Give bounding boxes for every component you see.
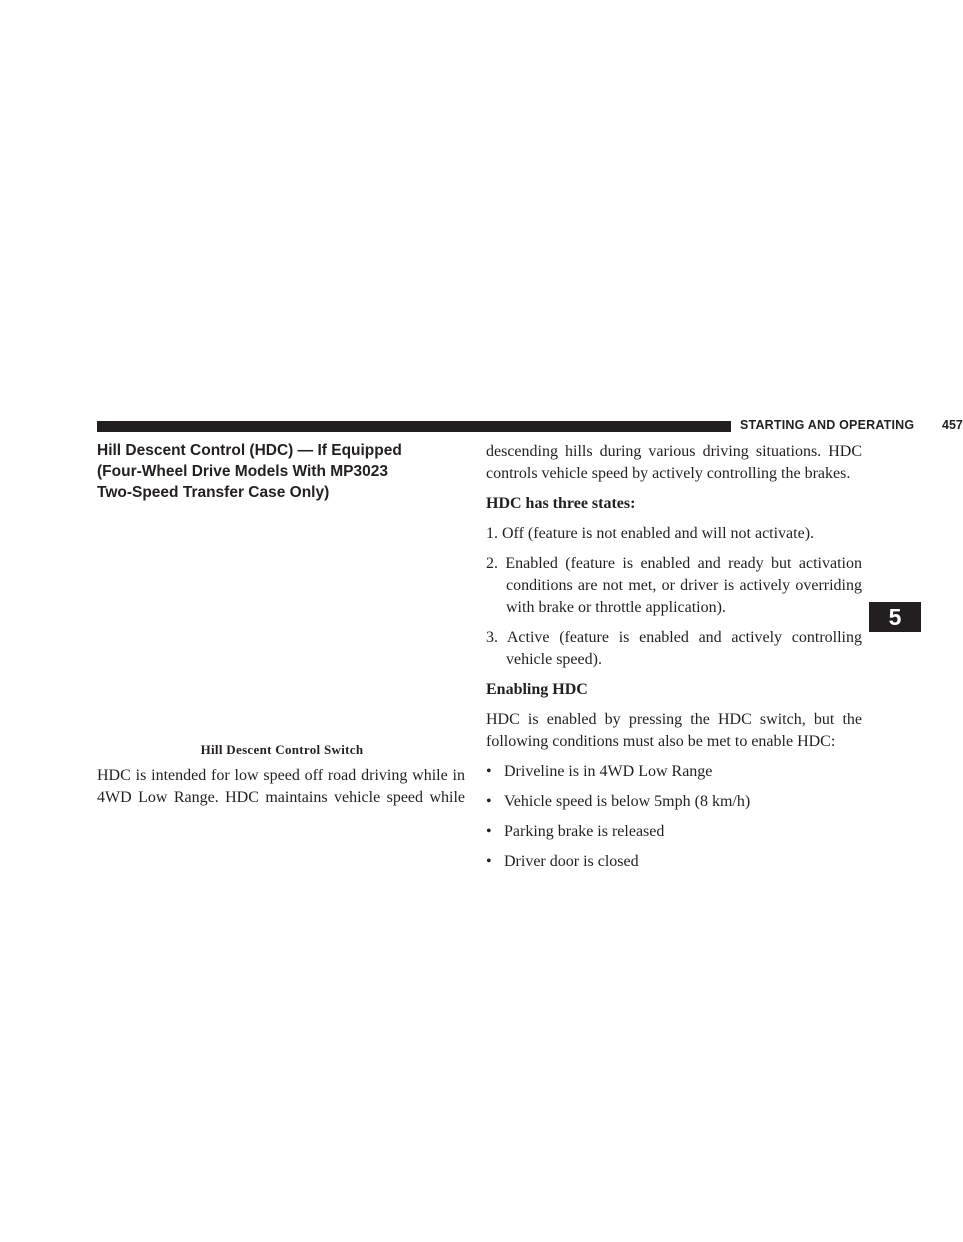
- state-item-enabled: [486, 553, 862, 619]
- state-item-off: [486, 523, 862, 545]
- figure-caption: Hill Descent Control Switch: [200, 742, 364, 757]
- page-number: 457: [942, 418, 963, 432]
- condition-text: Vehicle speed is below 5mph (8 km/h): [504, 793, 751, 810]
- condition-item: [486, 851, 862, 873]
- enabling-paragraph: [486, 709, 862, 753]
- condition-text: Driver door is closed: [504, 853, 639, 870]
- state-line: 3. Active (feature is enabled and actively controlling: [486, 629, 862, 646]
- state-line: 1. Off (feature is not enabled and will not activate).: [486, 525, 815, 542]
- right-column: [486, 441, 862, 873]
- paragraph-line: HDC is enabled by pressing the HDC switch, but the: [486, 711, 862, 728]
- heading-line: Hill Descent Control (HDC) — If Equipped: [97, 442, 402, 459]
- continued-paragraph: [486, 441, 862, 485]
- condition-item: [486, 821, 862, 843]
- condition-item: [486, 791, 862, 813]
- state-line: vehicle speed).: [506, 651, 602, 668]
- condition-item: [486, 761, 862, 783]
- paragraph-line: controls vehicle speed by actively controlling the brakes.: [486, 465, 851, 482]
- paragraph-line: 4WD Low Range. HDC maintains vehicle speed while: [97, 789, 465, 806]
- heading-line: Two-Speed Transfer Case Only): [97, 484, 330, 501]
- header-rule: [97, 421, 731, 432]
- bullet-icon: •: [486, 793, 492, 810]
- bullet-icon: •: [486, 823, 492, 840]
- states-heading: HDC has three states:: [486, 495, 636, 512]
- state-item-active: [486, 627, 862, 671]
- state-line: with brake or throttle application).: [506, 599, 726, 616]
- section-heading: [97, 440, 467, 503]
- state-line: 2. Enabled (feature is enabled and ready but activation: [486, 555, 862, 572]
- paragraph-line: descending hills during various driving situations. HDC: [486, 443, 862, 460]
- state-line: conditions are not met, or driver is actively overriding: [506, 577, 862, 594]
- paragraph-line: following conditions must also be met to enable HDC:: [486, 733, 836, 750]
- enabling-heading: Enabling HDC: [486, 681, 588, 698]
- condition-text: Driveline is in 4WD Low Range: [504, 763, 713, 780]
- chapter-tab: 5: [869, 602, 921, 632]
- bullet-icon: •: [486, 853, 492, 870]
- condition-text: Parking brake is released: [504, 823, 665, 840]
- section-title: STARTING AND OPERATING: [740, 418, 915, 432]
- heading-line: (Four-Wheel Drive Models With MP3023: [97, 463, 388, 480]
- paragraph-line: HDC is intended for low speed off road driving while in: [97, 767, 465, 784]
- bullet-icon: •: [486, 763, 492, 780]
- switch-figure: [97, 515, 467, 735]
- intro-paragraph: [97, 765, 465, 809]
